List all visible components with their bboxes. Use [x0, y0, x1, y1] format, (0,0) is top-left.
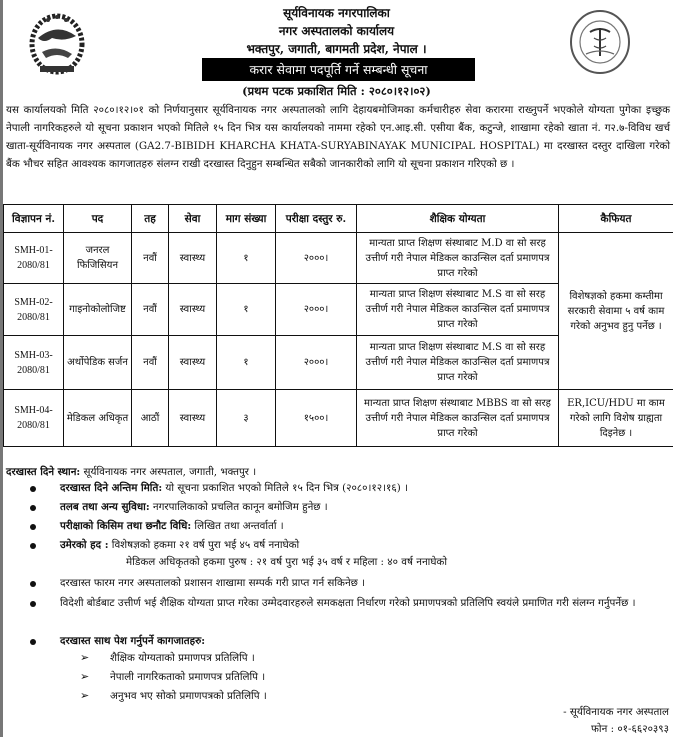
bullet-icon: [30, 581, 36, 587]
table-row: [4, 233, 673, 284]
arrow-icon: ➢: [80, 670, 90, 683]
municipality-name: सूर्यविनायक नगरपालिका: [283, 6, 390, 20]
office-address: भक्तपुर, जगाती, बागमती प्रदेश, नेपाल ।: [246, 42, 427, 56]
header-demand: माग संख्या: [217, 205, 276, 233]
header-fee: परीक्षा दस्तुर रु.: [276, 205, 357, 233]
bullet-icon: [30, 505, 36, 511]
header-qualification: शैक्षिक योग्यता: [357, 205, 559, 233]
document-item: ➢ अनुभव भए सोको प्रमाणपत्रको प्रतिलिपि ।: [80, 689, 267, 702]
qualification: मान्यता प्राप्त शिक्षण संस्थाबाट M.S वा सो सरह उत्तीर्ण गरी नेपाल मेडिकल काउन्सिल दर्ता प्रमाणपत्र प्राप्त गरेको: [357, 336, 559, 390]
post: मेडिकल अधिकृत: [64, 390, 132, 447]
signature-phone: फोन : ०१-६६२०३९३: [590, 723, 669, 735]
table-row: [4, 390, 673, 447]
ad-code: SMH-03-2080/81: [4, 336, 64, 390]
ad-code: SMH-04-2080/81: [4, 390, 64, 447]
arrow-icon: ➢: [80, 689, 90, 702]
level: आठौं: [132, 390, 169, 447]
vacancy-table: [3, 204, 673, 447]
fee: २०००।: [276, 284, 357, 336]
demand: ३: [217, 390, 276, 447]
post: अर्थोपेडिक सर्जन: [64, 336, 132, 390]
arrow-icon: ➢: [80, 651, 90, 664]
application-place: दरखास्त दिने स्थान: सूर्यविनायक नगर अस्पताल, जगाती, भक्तपुर ।: [6, 466, 257, 478]
level: नवौं: [132, 233, 169, 284]
bullet-icon: [30, 486, 36, 492]
post: जनरल फिजिसियन: [64, 233, 132, 284]
office-name: नगर अस्पतालको कार्यालय: [278, 24, 395, 38]
bullet-icon: [30, 524, 36, 530]
service: स्वास्थ्य: [169, 233, 217, 284]
demand: १: [217, 284, 276, 336]
ad-code: SMH-02-2080/81: [4, 284, 64, 336]
fee: २०००।: [276, 233, 357, 284]
signature-org: - सूर्यविनायक नगर अस्पताल: [563, 706, 669, 718]
table-header-row: [4, 205, 673, 233]
fee: १५००।: [276, 390, 357, 447]
header-post: पद: [64, 205, 132, 233]
header-ad-no: विज्ञापन नं.: [4, 205, 64, 233]
service: स्वास्थ्य: [169, 390, 217, 447]
post: गाइनोकोलोजिष्ट: [64, 284, 132, 336]
header-remarks: कैफियत: [559, 205, 673, 233]
demand: १: [217, 233, 276, 284]
ad-code: SMH-01-2080/81: [4, 233, 64, 284]
document-item: ➢ शैक्षिक योग्यताको प्रमाणपत्र प्रतिलिपि ।: [80, 651, 255, 664]
remarks-specialist: विशेषज्ञको हकमा कम्तीमा सरकारी सेवामा ५ वर्ष काम गरेको अनुभव हुनु पर्नेछ ।: [559, 233, 673, 390]
notice-title: करार सेवामा पदपूर्ति गर्ने सम्बन्धी सूचना: [202, 58, 475, 81]
bullet-icon: [30, 639, 36, 645]
remarks-medical-officer: ER,ICU/HDU मा काम गरेको लागि विशेष ग्राह्यता दिइनेछ ।: [559, 390, 673, 447]
service: स्वास्थ्य: [169, 336, 217, 390]
qualification: मान्यता प्राप्त शिक्षण संस्थाबाट MBBS वा सो सरह उत्तीर्ण गरी नेपाल मेडिकल काउन्सिल दर्ता प्रमाणपत्र प्राप्त गरेको: [357, 390, 559, 447]
service: स्वास्थ्य: [169, 284, 217, 336]
header-service: सेवा: [169, 205, 217, 233]
bullet-icon: [30, 601, 36, 607]
level: नवौं: [132, 336, 169, 390]
fee: २०००।: [276, 336, 357, 390]
level: नवौं: [132, 284, 169, 336]
document-item: ➢ नेपाली नागरिकताको प्रमाणपत्र प्रतिलिपि ।: [80, 670, 266, 683]
age-limit-medical-officer: मेडिकल अधिकृतको हकमा पुरुष : २१ वर्ष पुरा भई ३५ वर्ष र महिला : ४० वर्ष ननाघेको: [126, 556, 447, 568]
bullet-icon: [30, 543, 36, 549]
demand: १: [217, 336, 276, 390]
qualification: मान्यता प्राप्त शिक्षण संस्थाबाट M.S वा सो सरह उत्तीर्ण गरी नेपाल मेडिकल काउन्सिल दर्ता प्रमाणपत्र प्राप्त गरेको: [357, 284, 559, 336]
qualification: मान्यता प्राप्त शिक्षण संस्थाबाट M.D वा सो सरह उत्तीर्ण गरी नेपाल मेडिकल काउन्सिल दर्ता प्रमाणपत्र प्राप्त गरेको: [357, 233, 559, 284]
header-level: तह: [132, 205, 169, 233]
intro-paragraph: यस कार्यालयको मिति २०८०।१२।०१ को निर्णयानुसार सूर्यविनायक नगर अस्पतालको लागि देहायबमोजिमका कर्मचारीहरु सेवा करारमा राख्नुपर्ने भएकोले योग्यता पुगेका इच्छुक नेपाली नागरिकहरुले यो सूचना प्रकाशन भएको मितिले १५ दिन भित्र यस कार्यालयको नाममा रहेको एन.आइ.सी. एसीया बैंक, कटुन्जे, शाखामा रहेको खाता नं. ग२.७-विविध खर्च खाता-सूर्यविनायक नगर अस्पताल (GA2.7-BIBIDH KHARCHA KHATA-SURYABINAYAK MUNICIPAL HOSPITAL) मा दरखास्त दस्तुर दाखिला गरेको बैंक भौचर सहित आवश्यक कागजातहरु संलग्न राखी दरखास्त दिनुहुन सम्बन्धित सबैको जानकारीको लागि यो सूचना प्रकाशन गरिएको छ ।: [6, 104, 670, 170]
published-date: (प्रथम पटक प्रकाशित मिति : २०८०।१२।०२): [242, 84, 431, 98]
